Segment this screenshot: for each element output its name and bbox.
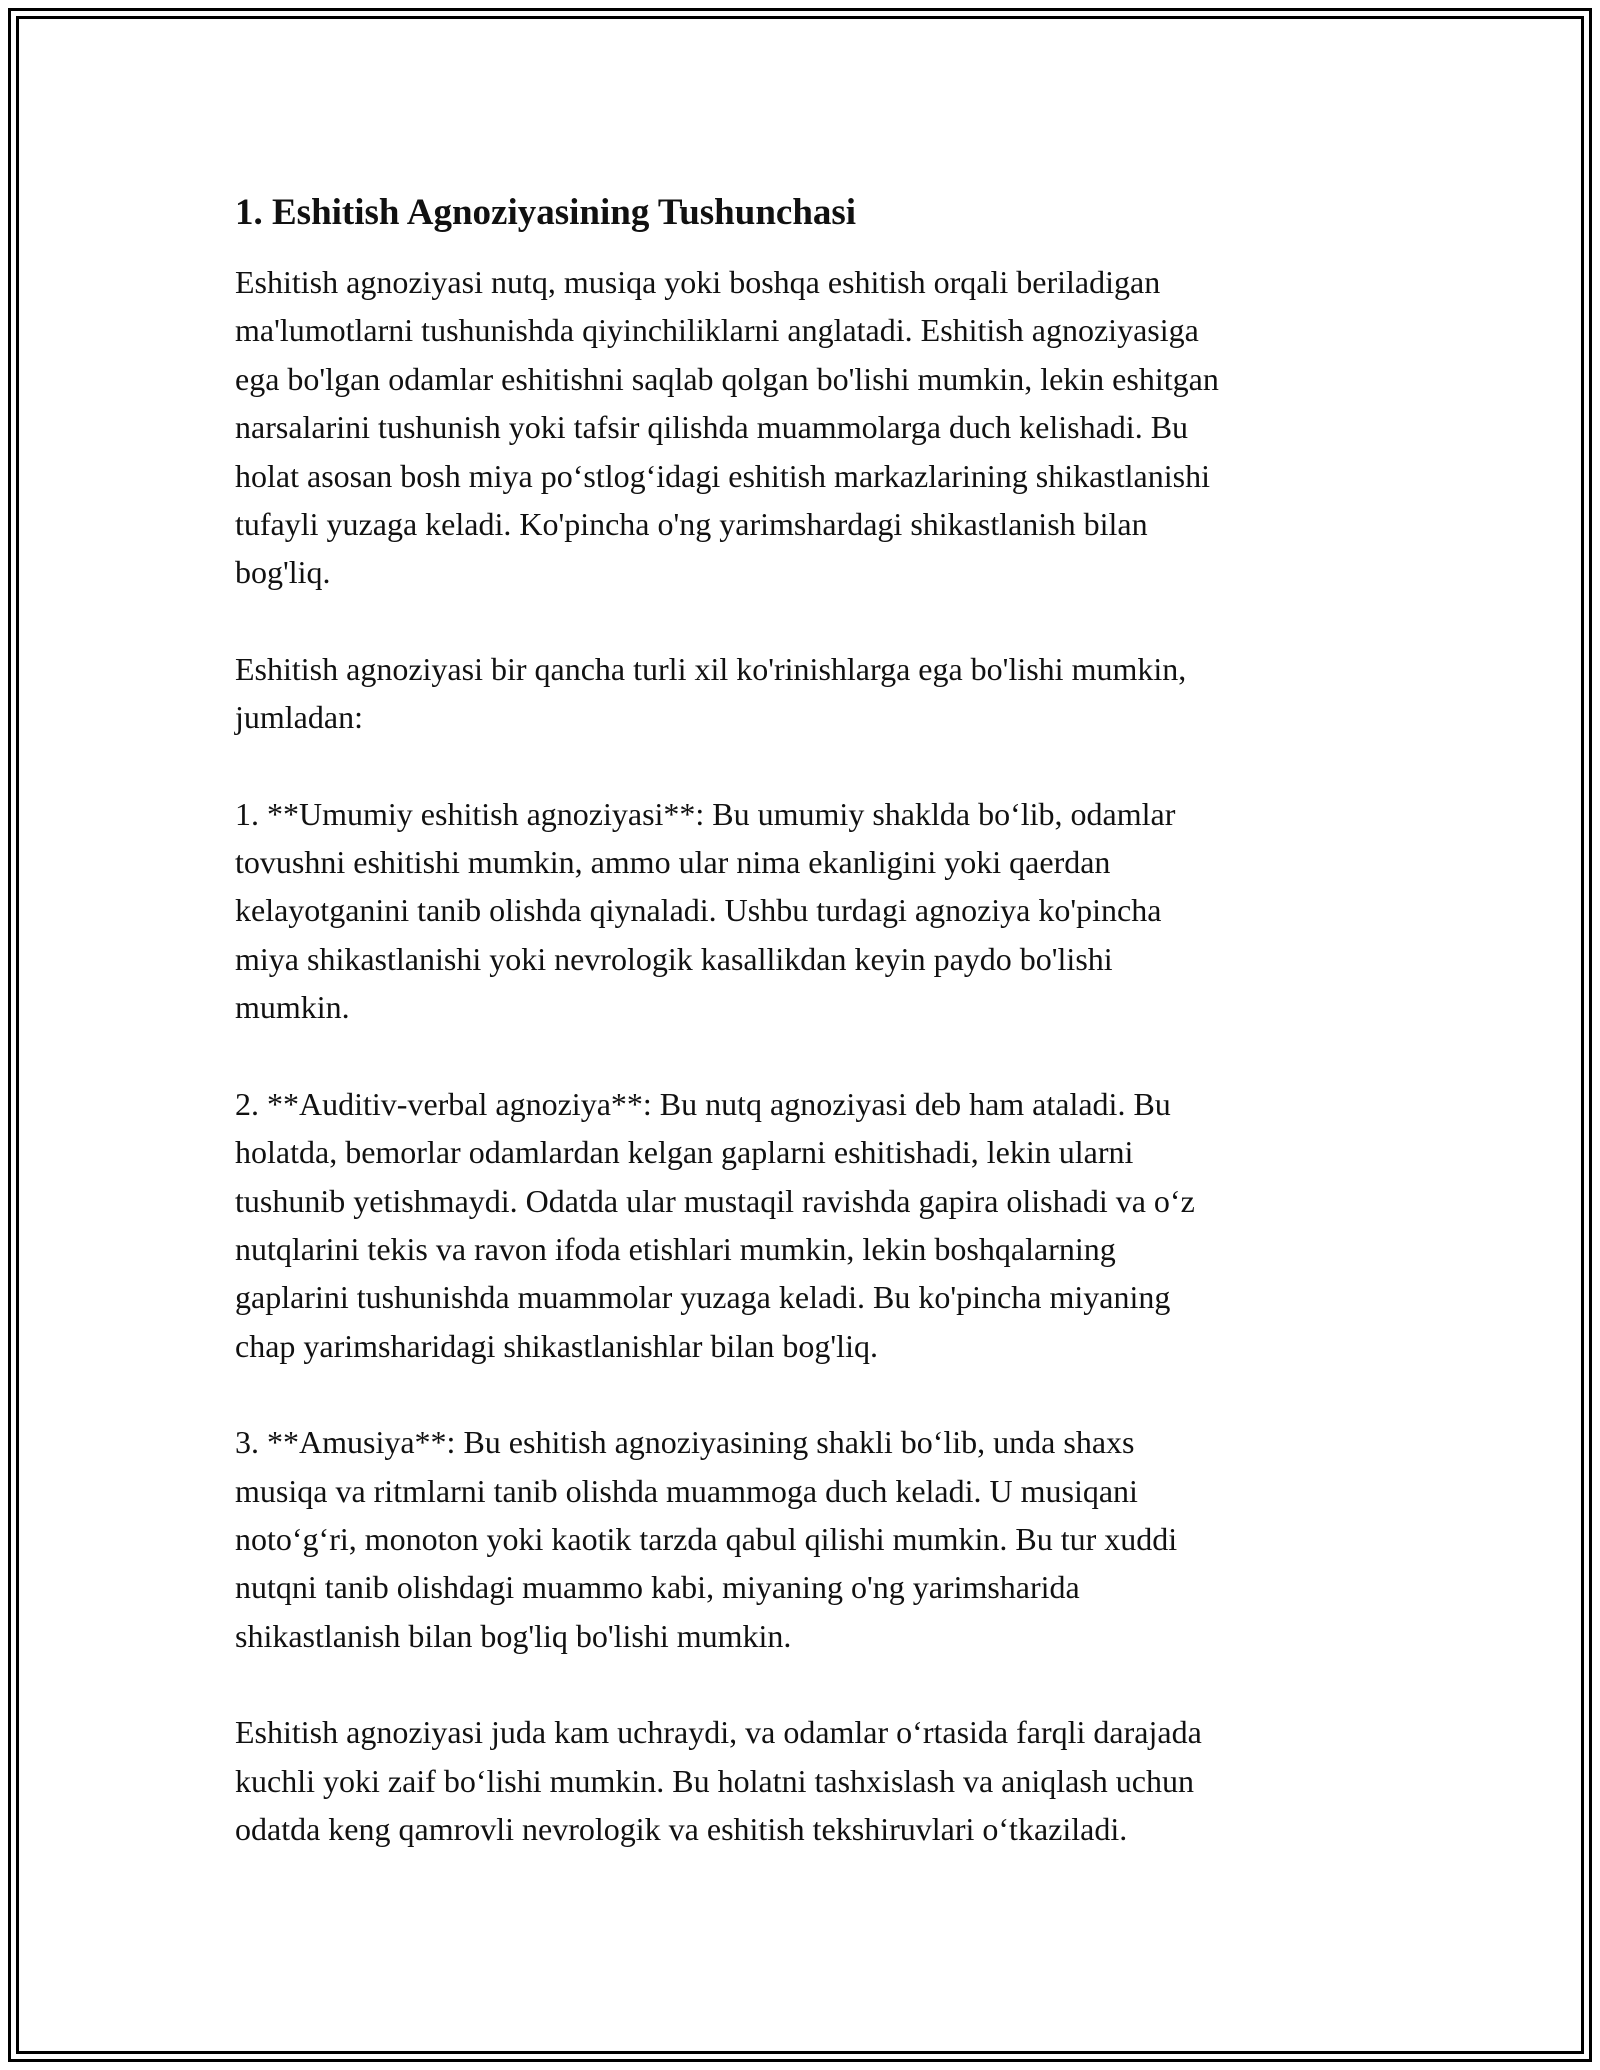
list-item-general-auditory-agnosia: 1. **Umumiy eshitish agnoziyasi**: Bu umumiy shaklda bo‘lib, odamlar tovushni eshitishi mumkin, ammo ular nima ekanligini yoki qaerdan kelayotganini tanib olishda qiynaladi. Ushbu turdagi agnoziya ko'pincha miya shikastlanishi yoki nevrologik kasallikdan keyin paydo bo'lishi mumkin. xyxy=(235,795,1176,1026)
document-body xyxy=(235,186,1385,1901)
list-item-auditory-verbal-agnosia: 2. **Auditiv-verbal agnoziya**: Bu nutq agnoziyasi deb ham ataladi. Bu holatda, bemorlar odamlardan kelgan gaplarni eshitishadi, lekin ularni tushunib yetishmaydi. Odatda ular mustaqil ravishda gapira olishadi va o‘z nutqlarini tekis va ravon ifoda etishlari mumkin, lekin boshqalarning gaplarini tushunishda muammolar yuzaga keladi. Bu ko'pincha miyaning chap yarimsharidagi shikastlanishlar bilan bog'liq. xyxy=(235,1085,1195,1364)
paragraph-intro: Eshitish agnoziyasi nutq, musiqa yoki boshqa eshitish orqali beriladigan ma'lumotlarni tushunishda qiyinchiliklarni anglatadi. Eshitish agnoziyasiga ega bo'lgan odamlar eshitishni saqlab qolgan bo'lishi mumkin, lekin eshitgan narsalarini tushunish yoki tafsir qilishda muammolarga duch kelishadi. Bu holat asosan bosh miya po‘stlog‘idagi eshitish markazlarining shikastlanishi tufayli yuzaga keladi. Ko'pincha o'ng yarimshardagi shikastlanish bilan bog'liq. xyxy=(235,264,1219,591)
list-item-amusia: 3. **Amusiya**: Bu eshitish agnoziyasining shakli bo‘lib, unda shaxs musiqa va ritmlarni tanib olishda muammoga duch keladi. U musiqani noto‘g‘ri, monoton yoki kaotik tarzda qabul qilishi mumkin. Bu tur xuddi nutqni tanib olishdagi muammo kabi, miyaning o'ng yarimsharida shikastlanish bilan bog'liq bo'lishi mumkin. xyxy=(235,1424,1178,1654)
paragraph-types-lead: Eshitish agnoziyasi bir qancha turli xil ko'rinishlarga ega bo'lishi mumkin, jumladan: xyxy=(235,650,1187,736)
paragraph-conclusion: Eshitish agnoziyasi juda kam uchraydi, va odamlar o‘rtasida farqli darajada kuchli yoki zaif bo‘lishi mumkin. Bu holatni tashxislash va aniqlash uchun odatda keng qamrovli nevrologik va eshitish tekshiruvlari o‘tkaziladi. xyxy=(235,1714,1202,1847)
document-title: 1. Eshitish Agnoziyasining Tushunchasi xyxy=(235,192,857,233)
